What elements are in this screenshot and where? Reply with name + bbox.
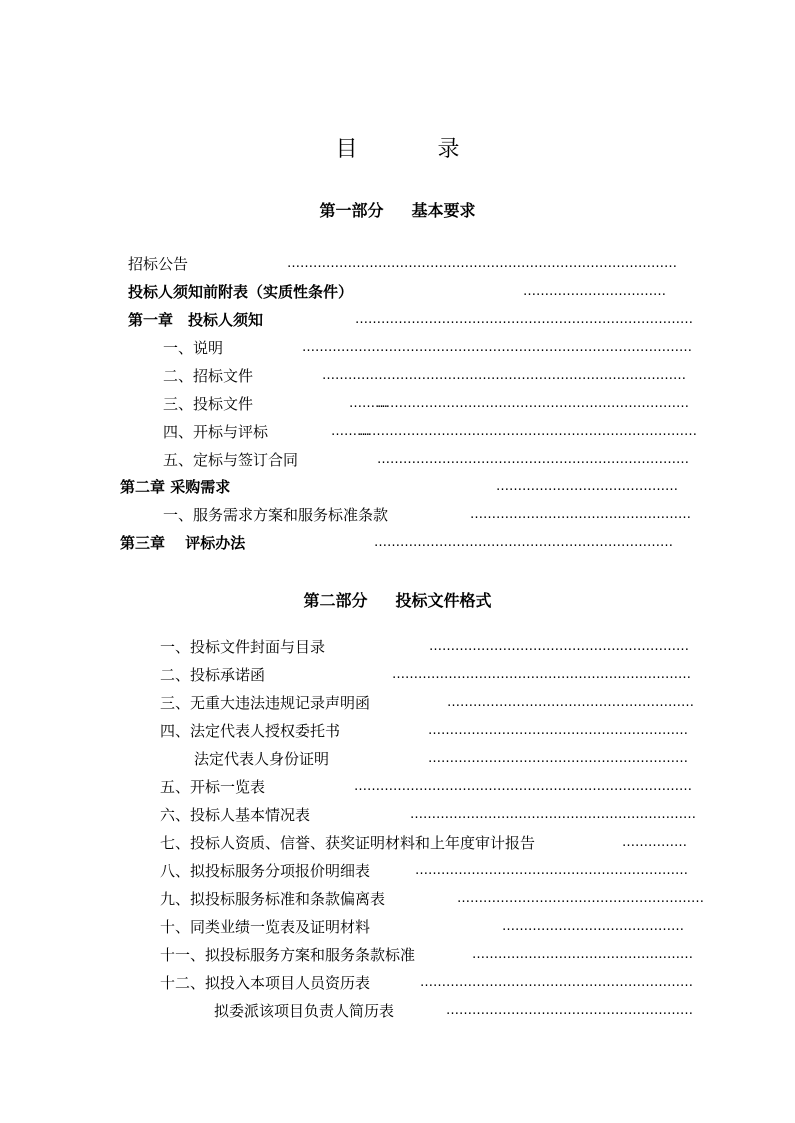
title-left-char: 目 xyxy=(335,137,358,162)
toc-entry[interactable] xyxy=(0,860,795,882)
toc-entry[interactable] xyxy=(0,253,795,275)
leader-dots: ………………………………………………………………………… xyxy=(322,368,686,383)
toc-entry-label: 四、开标与评标 xyxy=(163,423,269,441)
toc-entry[interactable] xyxy=(0,421,795,443)
toc-entry[interactable] xyxy=(0,532,795,554)
leader-dots: ………………………………………………… xyxy=(446,1003,693,1018)
leader-dots: …………………………………………………………………… xyxy=(355,312,693,327)
toc-entry[interactable] xyxy=(0,365,795,387)
toc-entry[interactable] xyxy=(0,504,795,526)
toc-entry[interactable] xyxy=(0,776,795,798)
leader-dots: ………………………………………………… xyxy=(447,695,694,710)
leader-dots: ……………………………………………………………………………… xyxy=(302,340,692,355)
toc-entry-label: 拟委派该项目负责人简历表 xyxy=(214,1002,395,1020)
leader-dots: …………………………………… xyxy=(496,479,678,494)
toc-entry[interactable] xyxy=(0,916,795,938)
toc-entry[interactable] xyxy=(0,692,795,714)
leader-dots: …………………………………………………… xyxy=(429,639,689,654)
toc-entry-label: 十二、拟投入本项目人员资历表 xyxy=(160,974,371,992)
toc-entry-label: 第三章 评标办法 xyxy=(120,534,246,552)
part-name: 基本要求 xyxy=(411,201,476,220)
toc-entry[interactable] xyxy=(0,1000,795,1022)
toc-entry-label: 招标公告 xyxy=(128,255,189,273)
leader-dots: ……… xyxy=(331,424,370,439)
toc-entry[interactable] xyxy=(0,748,795,770)
leader-dots: ……………………………………………………… xyxy=(420,975,693,990)
title-right-char: 录 xyxy=(437,137,460,162)
toc-entry[interactable] xyxy=(0,664,795,686)
toc-entry-label: 十一、拟投标服务方案和服务条款标准 xyxy=(160,946,416,964)
toc-entry[interactable] xyxy=(0,804,795,826)
leader-dots: …………………………………………… xyxy=(470,507,691,522)
leader-dots: …………… xyxy=(622,835,687,850)
toc-entry[interactable] xyxy=(0,832,795,854)
toc-entry-label: 三、无重大违法违规记录声明函 xyxy=(160,694,371,712)
toc-entry-label: 一、投标文件封面与目录 xyxy=(160,638,326,656)
leader-dots: ………………………………………………… xyxy=(457,891,704,906)
toc-entry-label: 第二章 采购需求 xyxy=(120,478,231,496)
leader-dots: ……… xyxy=(349,396,388,411)
leader-dots: …………………………………………………………………… xyxy=(359,424,697,439)
leader-dots: …………………………………………………………………… xyxy=(354,779,692,794)
toc-entry-label: 九、拟投标服务标准和条款偏离表 xyxy=(160,890,386,908)
toc-entry[interactable] xyxy=(0,449,795,471)
toc-entry-label: 五、定标与签订合同 xyxy=(163,451,299,469)
toc-entry[interactable] xyxy=(0,309,795,331)
part-number: 第二部分 xyxy=(303,591,368,610)
leader-dots: …………………………………………………… xyxy=(428,723,688,738)
toc-entry-label: 八、拟投标服务分项报价明细表 xyxy=(160,862,371,880)
toc-entry[interactable] xyxy=(0,636,795,658)
toc-entry-label: 法定代表人身份证明 xyxy=(194,750,330,768)
toc-entry-label: 第一章 投标人须知 xyxy=(128,311,264,329)
toc-entry-label: 六、投标人基本情况表 xyxy=(160,806,311,824)
toc-entry[interactable] xyxy=(0,281,795,303)
toc-entry-label: 一、说明 xyxy=(163,339,224,357)
toc-entry[interactable] xyxy=(0,888,795,910)
part-one-heading xyxy=(0,198,795,221)
part-name: 投标文件格式 xyxy=(395,591,492,610)
toc-entry-label: 三、投标文件 xyxy=(163,395,254,413)
leader-dots: ……………………………………………………………… xyxy=(377,396,689,411)
page-title xyxy=(0,132,795,163)
toc-entry[interactable] xyxy=(0,944,795,966)
toc-entry-label: 五、开标一览表 xyxy=(160,778,266,796)
leader-dots: ………………………………………………………… xyxy=(410,807,696,822)
toc-entry[interactable] xyxy=(0,476,795,498)
toc-entry[interactable] xyxy=(0,337,795,359)
toc-entry-label: 二、投标承诺函 xyxy=(160,666,266,684)
toc-entry-label: 一、服务需求方案和服务标准条款 xyxy=(163,506,389,524)
toc-entry-label: 七、投标人资质、信誉、获奖证明材料和上年度审计报告 xyxy=(160,834,536,852)
leader-dots: …………………………………………………… xyxy=(428,751,688,766)
leader-dots: …………………………………………………………… xyxy=(392,667,691,682)
toc-entry-label: 十、同类业绩一览表及证明材料 xyxy=(160,918,371,936)
toc-entry-label: 投标人须知前附表（实质性条件） xyxy=(128,283,354,301)
toc-entry[interactable] xyxy=(0,720,795,742)
toc-entry-label: 四、法定代表人授权委托书 xyxy=(160,722,341,740)
part-two-heading xyxy=(0,588,795,611)
leader-dots: …………………………………………… xyxy=(472,947,693,962)
leader-dots: …………………………………… xyxy=(502,919,684,934)
part-number: 第一部分 xyxy=(319,201,384,220)
leader-dots: ……………………………………………………………………………… xyxy=(287,256,677,271)
toc-entry-label: 二、招标文件 xyxy=(163,367,254,385)
leader-dots: …………………………………………………………… xyxy=(374,535,673,550)
toc-entry[interactable] xyxy=(0,972,795,994)
toc-entry[interactable] xyxy=(0,393,795,415)
leader-dots: ……………………………………………………………… xyxy=(377,452,689,467)
leader-dots: …………………………… xyxy=(523,284,666,299)
leader-dots: ……………………………………………………… xyxy=(415,863,688,878)
